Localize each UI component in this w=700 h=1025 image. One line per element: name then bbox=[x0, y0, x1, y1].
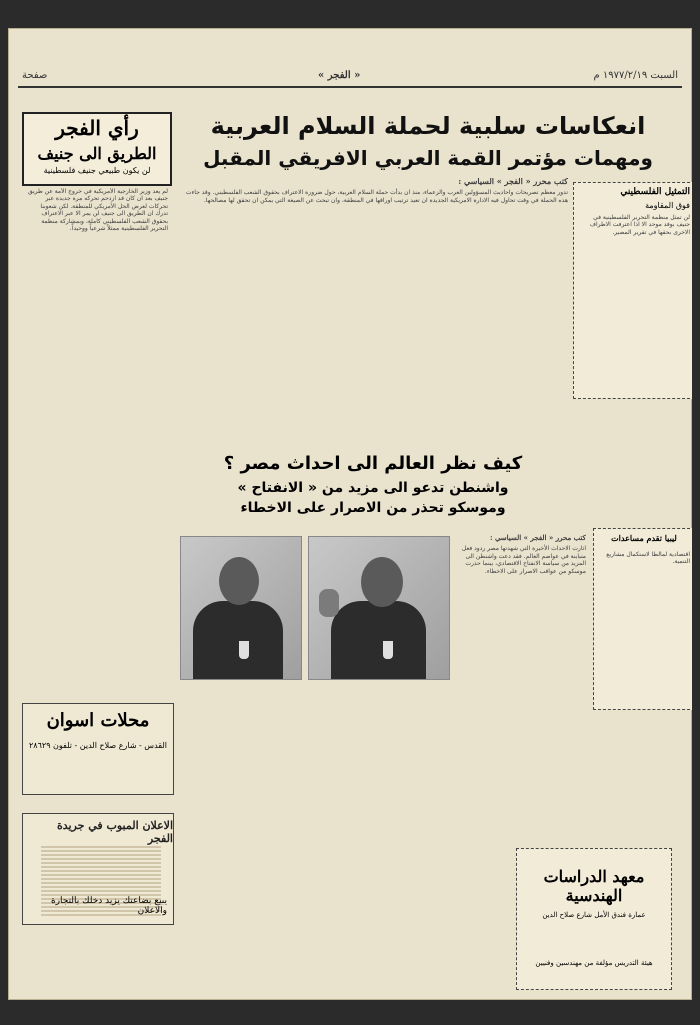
institute-footer: هيئة التدريس مؤلفة من مهندسين وفنيين bbox=[535, 959, 653, 967]
main-article-byline: كتب محرر « الفجر » السياسي : bbox=[458, 178, 568, 186]
editorial-title: الطريق الى جنيف bbox=[37, 144, 157, 163]
newspaper-name: « الفجر » bbox=[318, 70, 361, 81]
ad-aswan-title: محلات اسوان bbox=[46, 710, 150, 731]
editorial-body: لم يعد وزير الخارجية الأمريكية في خروج الأمة عن طريق جنيف بعد ان كان قد ازدحم تحركه مرة جديدة عبر تحركات لعرض الحل الأمريكي للمنطقة. لكن شعوبنا تدرك ان الطريق الى جنيف لن يمر الا عبر الاعتراف بحقوق الشعب الفلسطيني كاملة، وبمشاركة منظمة التحرير الفلسطينية ممثلاً شرعياً ووحيداً. bbox=[27, 188, 168, 233]
main-subheadline: ومهمات مؤتمر القمة العربي الافريقي المقبل bbox=[203, 146, 653, 170]
libya-body: اقتصادية لمالطا لاستكمال مشاريع التنمية. bbox=[606, 551, 690, 566]
ad-classified bbox=[22, 813, 174, 925]
photo-right bbox=[308, 536, 450, 680]
ad-classified-title: الاعلان المبوب في جريدة الفجر bbox=[56, 819, 173, 845]
side-box-title: التمثيل الفلسطيني bbox=[620, 187, 690, 197]
side-box-representation bbox=[573, 182, 692, 399]
photo-left bbox=[180, 536, 302, 680]
newspaper-page bbox=[8, 28, 692, 1000]
main-article-body: تدور معظم تصريحات واحاديث المسؤولين العرب والزعماء، منذ ان بدأت حملة السلام العربية، حول ضرورة الاعتراف بحقوق الشعب الفلسطيني. وقد جاءت هذه الحملة في وقت تحاول فيه الادارة الامريكية الجديدة ان تعيد ترتيب اوراقها في المنطقة، وان تبحث عن الصيغة التي يمكن ان تحقق لها مصالحها. bbox=[185, 189, 568, 204]
side-box-body: لن تمثل منظمة التحرير الفلسطينية في جنيف بوفد موحد الا اذا اعترفت الاطراف الاخرى بحقها في تقرير المصير. bbox=[589, 214, 690, 236]
egypt-article-byline: كتب محرر « الفجر » السياسي : bbox=[489, 534, 586, 542]
egypt-article bbox=[454, 534, 586, 834]
ad-aswan bbox=[22, 703, 174, 795]
header-rule bbox=[18, 86, 682, 88]
question-headline: كيف نظر العالم الى احداث مصر ؟ bbox=[223, 453, 523, 474]
ad-aswan-sub: القدس - شارع صلاح الدين - تلفون ٢٨٦٢٩ bbox=[29, 741, 167, 750]
editorial-byline: لن يكون طبيعي جنيف فلسطينية bbox=[43, 166, 151, 175]
washington-headline: واشنطن تدعو الى مزيد من « الانفتاح » bbox=[237, 480, 509, 496]
editorial-title-box bbox=[22, 112, 172, 186]
libya-title: ليبيا تقدم مساعدات bbox=[611, 533, 677, 543]
main-headline: انعكاسات سلبية لحملة السلام العربية bbox=[210, 112, 646, 140]
egypt-article-body: اثارت الاحداث الأخيرة التي شهدتها مصر ردود فعل متباينة في عواصم العالم. فقد دعت واشنطن الى المزيد من سياسة الانفتاح الاقتصادي، بينما حذرت موسكو من عواقب الاصرار على الاخطاء. bbox=[461, 545, 586, 575]
ad-classified-body: يبيع بضاعتك يزيد دخلك بالتجارة والاعلان bbox=[50, 896, 167, 916]
moscow-headline: وموسكو تحذر من الاصرار على الاخطاء bbox=[240, 500, 506, 516]
side-box-libya bbox=[593, 528, 692, 710]
page-label: صفحة bbox=[22, 70, 48, 81]
editorial-brand: رأي الفجر bbox=[55, 116, 139, 140]
page-header bbox=[18, 68, 682, 86]
main-article bbox=[178, 178, 568, 438]
engineering-institute-ad bbox=[516, 848, 672, 990]
issue-date: السبت ١٩٧٧/٢/١٩ م bbox=[593, 70, 678, 81]
institute-title: معهد الدراسات الهندسية bbox=[543, 867, 645, 905]
institute-address: عمارة فندق الأمل شارع صلاح الدين bbox=[542, 911, 646, 919]
side-box-sub: فوق المقاومة bbox=[645, 201, 690, 210]
